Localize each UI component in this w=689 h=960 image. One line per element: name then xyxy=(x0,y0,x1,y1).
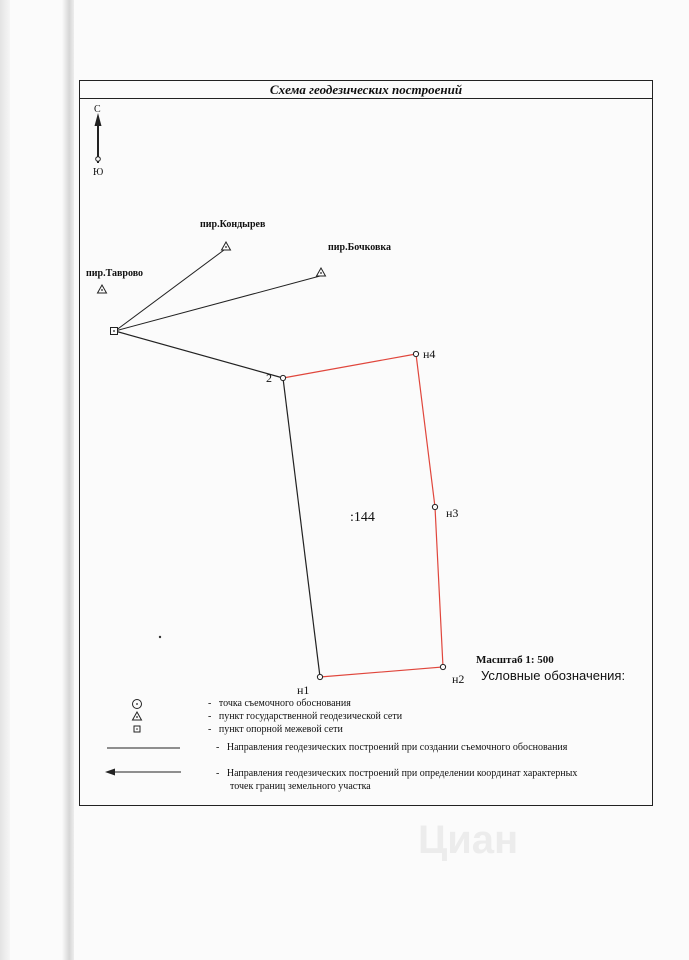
scale-label: Масштаб 1: 500 xyxy=(476,654,554,666)
legend-item-state-network: - пункт государственной геодезической сети xyxy=(208,711,403,722)
triangle-icon-kondyrev xyxy=(222,242,231,250)
legend-item-survey-directions: - Направления геодезических построений при создании съемочного обоснования xyxy=(216,742,568,753)
parcel-number: :144 xyxy=(350,510,375,525)
compass-south: Ю xyxy=(93,167,104,178)
legend-item-boundary-directions: - Направления геодезических построений при определении координат характерных xyxy=(216,768,578,779)
station-label-bochkovka: пир.Бочковка xyxy=(328,242,391,253)
legend-circle-icon xyxy=(133,700,142,709)
triangle-icon-tavrovo xyxy=(98,285,107,293)
scheme-title: Схема геодезических построений xyxy=(79,80,653,99)
station-label-kondyrev: пир.Кондырев xyxy=(200,219,266,230)
legend-square-icon xyxy=(134,726,140,732)
point-label-n3: н3 xyxy=(446,506,459,520)
station-label-tavrovo: пир.Таврово xyxy=(86,268,144,279)
legend-item-boundary-network: - пункт опорной межевой сети xyxy=(208,724,343,735)
triangle-icon-bochkovka xyxy=(317,268,326,276)
legend-item-boundary-directions-cont: точек границ земельного участка xyxy=(230,781,371,792)
compass-north: С xyxy=(94,104,101,115)
point-label-2: 2 xyxy=(266,371,272,385)
watermark: Циан xyxy=(418,818,519,862)
point-label-n1: н1 xyxy=(297,683,310,697)
legend-arrow-icon xyxy=(105,769,181,776)
north-arrow-icon xyxy=(95,113,102,163)
legend-item-survey-point: - точка съемочного обоснования xyxy=(208,698,351,709)
survey-directions xyxy=(115,250,320,677)
point-label-n2: н2 xyxy=(452,672,465,686)
point-label-n4: н4 xyxy=(423,347,436,361)
legend-triangle-icon xyxy=(133,712,142,720)
legend-title: Условные обозначения: xyxy=(481,668,626,683)
square-icon-station xyxy=(111,328,118,335)
